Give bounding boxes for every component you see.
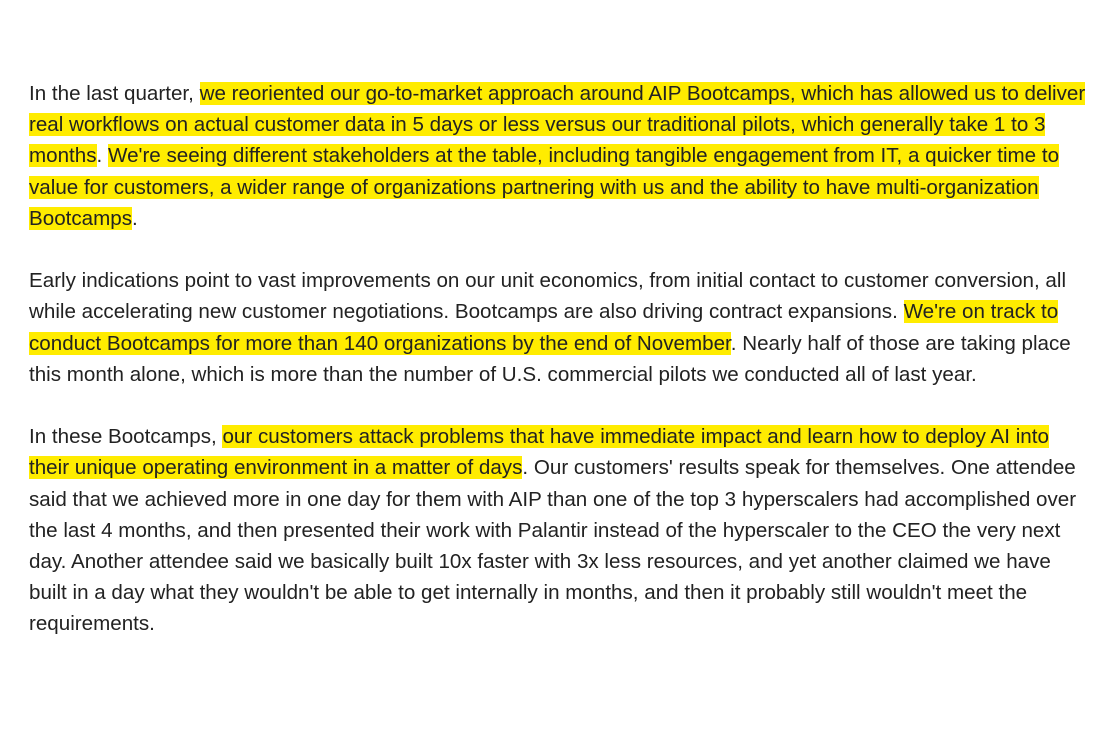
text-segment: . bbox=[96, 144, 108, 168]
highlighted-text: we reoriented our go-to-market approach around AIP Bootcamps, which has allowed us to deliver real workflows on actual customer data in 5 days or less versus our traditional pilots, which generally take 1 to 3 months bbox=[29, 82, 1086, 168]
text-segment: Early indications point to vast improvements on our unit economics, from initial contact to customer conversion, all while accelerating new customer negotiations. Bootcamps are also driving contract expansions. bbox=[29, 269, 1067, 324]
paragraph-unit-economics bbox=[29, 265, 1089, 390]
text-segment: . bbox=[132, 206, 138, 230]
text-segment: In these Bootcamps, bbox=[29, 425, 223, 449]
paragraph-bootcamp-approach bbox=[29, 78, 1089, 234]
text-segment: . Our customers' results speak for themselves. One attendee said that we achieved more in one day for them with AIP than one of the top 3 hyperscalers had accomplished over the last 4 months, and then presented their work with Palantir instead of the hyperscaler to the CEO the very next day. Another attendee said we basically built 10x faster with 3x less resources, and yet another claimed we have built in a day what they wouldn't be able to get internally in months, and then it probably still wouldn't meet the requirements. bbox=[29, 456, 1077, 636]
highlighted-text: We're seeing different stakeholders at the table, including tangible engagement from IT, a quicker time to value for customers, a wider range of organizations partnering with us and the ability to have multi-organization Bootcamps bbox=[29, 144, 1060, 230]
text-segment: . Nearly half of those are taking place this month alone, which is more than the number of U.S. commercial pilots we conducted all of last year. bbox=[29, 331, 1071, 386]
document-body bbox=[29, 78, 1089, 671]
highlighted-text: We're on track to conduct Bootcamps for more than 140 organizations by the end of November bbox=[29, 300, 1059, 355]
paragraph-customer-results bbox=[29, 421, 1089, 639]
text-segment: In the last quarter, bbox=[29, 82, 200, 105]
highlighted-text: our customers attack problems that have immediate impact and learn how to deploy AI into their unique operating environment in a matter of days bbox=[29, 425, 1049, 480]
